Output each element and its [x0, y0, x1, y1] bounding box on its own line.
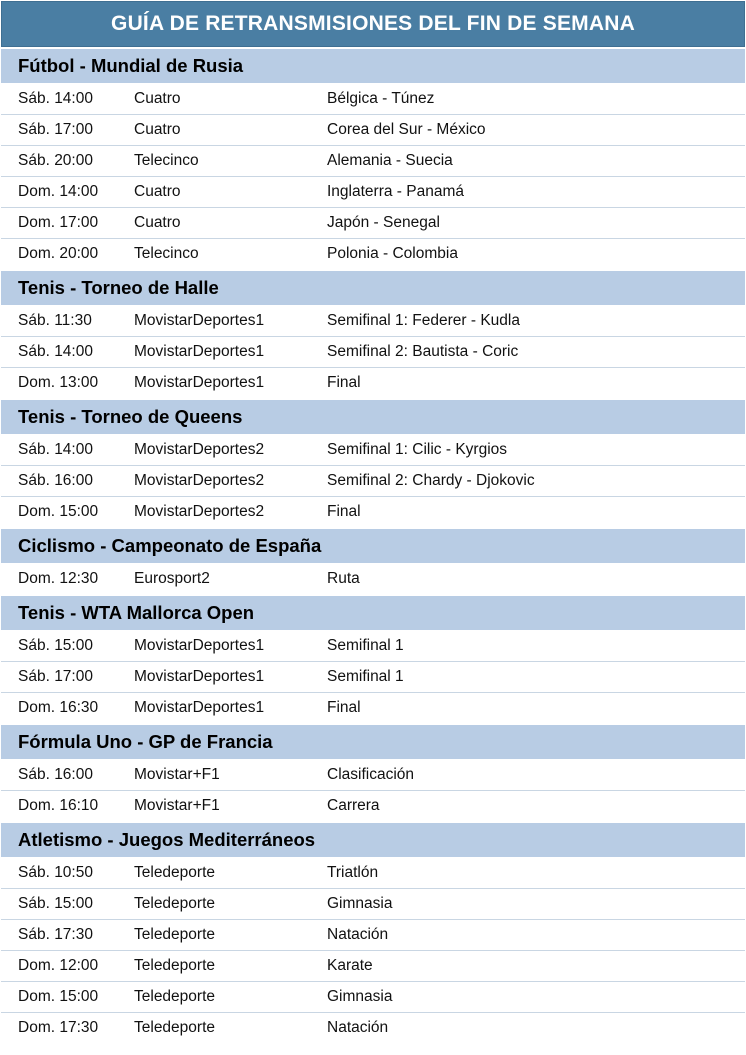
broadcast-list — [1, 434, 745, 527]
broadcast-channel: MovistarDeportes2 — [134, 440, 265, 458]
broadcast-time: Dom. 15:00 — [18, 503, 99, 520]
broadcast-time: Sáb. 17:30 — [18, 926, 93, 943]
broadcast-event: Final — [327, 503, 361, 520]
broadcast-channel: Cuatro — [134, 183, 181, 200]
broadcast-channel: MovistarDeportes1 — [134, 343, 265, 360]
broadcast-channel: Teledeporte — [134, 895, 216, 912]
broadcast-event: Semifinal 2: Bautista - Coric — [327, 343, 519, 360]
broadcast-row — [1, 145, 745, 176]
broadcast-time: Sáb. 20:00 — [18, 152, 93, 169]
broadcast-event: Ruta — [327, 569, 360, 587]
broadcast-row — [1, 563, 745, 594]
broadcast-row — [1, 434, 745, 465]
broadcast-guide — [1, 1, 745, 1053]
broadcast-row — [1, 1012, 745, 1043]
broadcast-time: Sáb. 14:00 — [18, 343, 93, 360]
broadcast-event: Semifinal 1 — [327, 668, 404, 685]
broadcast-time: Sáb. 10:50 — [18, 863, 93, 881]
broadcast-event: Final — [327, 374, 361, 391]
broadcast-row — [1, 630, 745, 661]
broadcast-channel: Teledeporte — [134, 926, 216, 943]
broadcast-channel: Movistar+F1 — [134, 797, 220, 814]
section-header: Fútbol - Mundial de Rusia — [1, 47, 745, 83]
broadcast-list — [1, 305, 745, 398]
broadcast-channel: Cuatro — [134, 121, 181, 138]
broadcast-time: Dom. 13:00 — [18, 374, 99, 391]
broadcast-channel: MovistarDeportes1 — [134, 668, 265, 685]
broadcast-event: Alemania - Suecia — [327, 152, 453, 169]
broadcast-row — [1, 692, 745, 723]
broadcast-channel: MovistarDeportes2 — [134, 472, 265, 489]
broadcast-row — [1, 207, 745, 238]
sport-section — [1, 723, 745, 821]
broadcast-list — [1, 83, 745, 269]
broadcast-channel: Teledeporte — [134, 957, 216, 974]
broadcast-time: Dom. 20:00 — [18, 245, 99, 262]
broadcast-time: Dom. 12:00 — [18, 957, 99, 974]
broadcast-event: Gimnasia — [327, 895, 393, 912]
broadcast-row — [1, 465, 745, 496]
broadcast-time: Sáb. 17:00 — [18, 668, 93, 685]
broadcast-time: Sáb. 14:00 — [18, 89, 93, 107]
broadcast-event: Semifinal 2: Chardy - Djokovic — [327, 472, 535, 489]
broadcast-row — [1, 981, 745, 1012]
broadcast-row — [1, 336, 745, 367]
broadcast-event: Polonia - Colombia — [327, 245, 458, 262]
broadcast-time: Sáb. 17:00 — [18, 121, 93, 138]
broadcast-row — [1, 305, 745, 336]
broadcast-row — [1, 857, 745, 888]
broadcast-row — [1, 790, 745, 821]
broadcast-row — [1, 888, 745, 919]
broadcast-time: Dom. 16:30 — [18, 699, 99, 716]
broadcast-event: Semifinal 1 — [327, 636, 404, 654]
broadcast-event: Bélgica - Túnez — [327, 89, 435, 107]
section-header: Fórmula Uno - GP de Francia — [1, 723, 745, 759]
sport-section — [1, 527, 745, 594]
section-header: Atletismo - Juegos Mediterráneos — [1, 821, 745, 857]
broadcast-row — [1, 950, 745, 981]
sport-section — [1, 269, 745, 398]
broadcast-time: Sáb. 16:00 — [18, 472, 93, 489]
broadcast-row — [1, 661, 745, 692]
broadcast-time: Dom. 17:00 — [18, 214, 99, 231]
broadcast-list — [1, 857, 745, 1043]
broadcast-time: Sáb. 14:00 — [18, 440, 93, 458]
broadcast-event: Corea del Sur - México — [327, 121, 486, 138]
broadcast-list — [1, 563, 745, 594]
guide-title: GUÍA DE RETRANSMISIONES DEL FIN DE SEMANA — [1, 1, 745, 47]
broadcast-row — [1, 919, 745, 950]
broadcast-channel: Movistar+F1 — [134, 765, 220, 783]
broadcast-channel: Cuatro — [134, 89, 181, 107]
broadcast-event: Final — [327, 699, 361, 716]
broadcast-row — [1, 367, 745, 398]
broadcast-time: Sáb. 16:00 — [18, 765, 93, 783]
broadcast-row — [1, 114, 745, 145]
broadcast-channel: Eurosport2 — [134, 569, 210, 587]
broadcast-list — [1, 630, 745, 723]
broadcast-list — [1, 759, 745, 821]
broadcast-time: Sáb. 15:00 — [18, 636, 93, 654]
sport-section — [1, 821, 745, 1043]
broadcast-time: Dom. 12:30 — [18, 569, 99, 587]
broadcast-channel: Teledeporte — [134, 1019, 216, 1036]
broadcast-time: Dom. 14:00 — [18, 183, 99, 200]
section-header: Tenis - WTA Mallorca Open — [1, 594, 745, 630]
broadcast-event: Gimnasia — [327, 988, 393, 1005]
sport-section — [1, 398, 745, 527]
broadcast-time: Dom. 16:10 — [18, 797, 99, 814]
broadcast-event: Natación — [327, 926, 389, 943]
broadcast-channel: MovistarDeportes1 — [134, 636, 265, 654]
broadcast-row — [1, 496, 745, 527]
section-header: Tenis - Torneo de Halle — [1, 269, 745, 305]
broadcast-channel: MovistarDeportes1 — [134, 699, 265, 716]
broadcast-channel: Teledeporte — [134, 988, 216, 1005]
broadcast-time: Dom. 17:30 — [18, 1019, 99, 1036]
broadcast-channel: Telecinco — [134, 152, 199, 169]
broadcast-event: Semifinal 1: Federer - Kudla — [327, 311, 520, 329]
broadcast-time: Sáb. 15:00 — [18, 895, 93, 912]
broadcast-event: Inglaterra - Panamá — [327, 183, 464, 200]
broadcast-channel: Teledeporte — [134, 863, 216, 881]
section-header: Tenis - Torneo de Queens — [1, 398, 745, 434]
broadcast-event: Japón - Senegal — [327, 214, 440, 231]
broadcast-row — [1, 176, 745, 207]
broadcast-time: Dom. 15:00 — [18, 988, 99, 1005]
broadcast-time: Sáb. 11:30 — [18, 311, 92, 329]
broadcast-event: Natación — [327, 1019, 389, 1036]
broadcast-event: Triatlón — [327, 863, 379, 881]
broadcast-channel: Cuatro — [134, 214, 181, 231]
broadcast-row — [1, 83, 745, 114]
sport-section — [1, 594, 745, 723]
broadcast-event: Clasificación — [327, 765, 415, 783]
broadcast-channel: MovistarDeportes2 — [134, 503, 265, 520]
sections-container — [1, 47, 745, 1043]
broadcast-event: Karate — [327, 957, 373, 974]
broadcast-row — [1, 759, 745, 790]
broadcast-event: Semifinal 1: Cilic - Kyrgios — [327, 440, 508, 458]
section-header: Ciclismo - Campeonato de España — [1, 527, 745, 563]
broadcast-row — [1, 238, 745, 269]
broadcast-channel: MovistarDeportes1 — [134, 374, 265, 391]
broadcast-channel: Telecinco — [134, 245, 199, 262]
broadcast-event: Carrera — [327, 797, 380, 814]
broadcast-channel: MovistarDeportes1 — [134, 311, 265, 329]
sport-section — [1, 47, 745, 269]
